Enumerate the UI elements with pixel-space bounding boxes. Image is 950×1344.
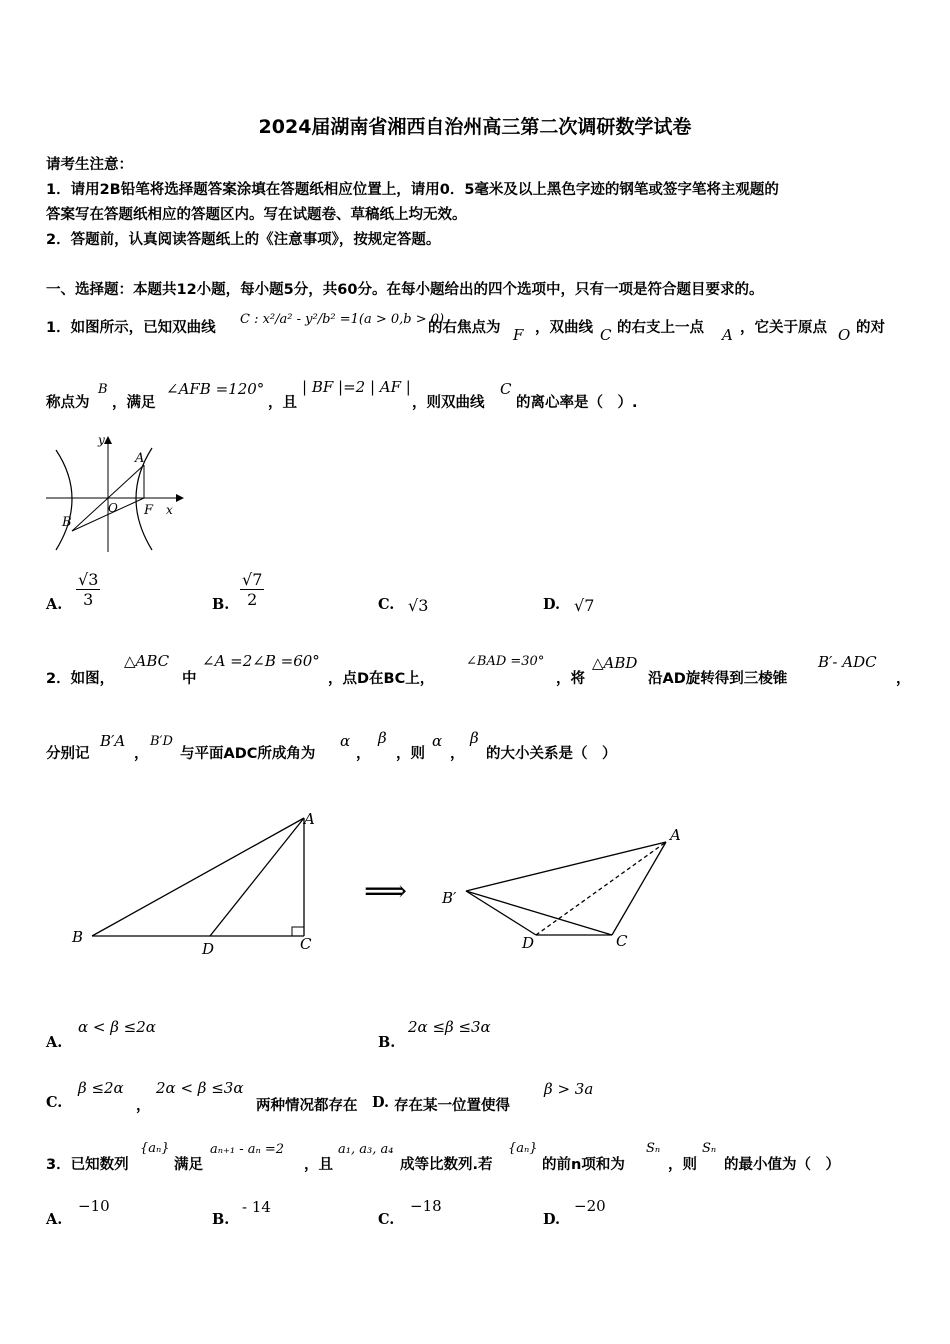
segment-AD-hidden xyxy=(536,842,666,935)
q3-sum-2: Sₙ xyxy=(702,1141,717,1156)
q2-text-1: 2．如图， xyxy=(46,671,115,687)
notice-line-2: 答案写在答题纸相应的答题区内。写在试题卷、草稿纸上均无效。 xyxy=(46,207,467,223)
q1-text-9: ，且 xyxy=(268,395,297,411)
q2-option-d: β > 3a xyxy=(544,1080,594,1098)
q2-triangle-ABD: △ABD xyxy=(592,654,638,672)
q3-option-b: - 14 xyxy=(242,1198,271,1216)
q1-option-b-label: B. xyxy=(212,596,230,613)
q2-option-c-text: 两种情况都存在 xyxy=(256,1098,358,1114)
q3-sequence-2: {aₙ} xyxy=(508,1141,538,1156)
label-x: x xyxy=(166,503,173,517)
q2-line-BD: B′D xyxy=(150,734,173,749)
q1-option-b xyxy=(240,570,264,609)
q2-text-10: ， xyxy=(356,746,371,762)
page-title: 2024届湖南省湘西自治州高三第二次调研数学试卷 xyxy=(258,116,692,138)
q2-beta-2: β xyxy=(470,729,479,747)
q1-text-2: 的右焦点为 xyxy=(428,320,501,336)
segment-B'D xyxy=(466,891,536,935)
q3-option-d: −20 xyxy=(574,1197,606,1215)
notice-heading: 请考生注意： xyxy=(46,157,133,173)
q1-math-F: F xyxy=(513,326,524,344)
q1-option-c: √3 xyxy=(408,596,429,615)
label-D-left: D xyxy=(202,940,215,958)
q3-recurrence: aₙ₊₁ - aₙ =2 xyxy=(210,1142,285,1157)
q3-text-1: 3．已知数列 xyxy=(46,1157,129,1173)
q2-option-c-label: C. xyxy=(46,1094,63,1111)
q2-text-8: ， xyxy=(134,746,149,762)
q1-text-11: 的离心率是（ ）. xyxy=(516,395,638,411)
q2-alpha-2: α xyxy=(432,732,443,750)
label-F: F xyxy=(144,503,154,518)
q1-text-7: 称点为 xyxy=(46,395,90,411)
label-D-right: D xyxy=(522,934,535,952)
segment-AC-right xyxy=(612,842,666,935)
q2-beta: β xyxy=(378,729,387,747)
q2-option-c-1: β ≤2α xyxy=(78,1079,124,1097)
q1-option-b-num: √7 xyxy=(242,570,263,589)
q1-text-6: 的对 xyxy=(856,320,885,336)
q2-text-4: ，将 xyxy=(556,671,585,687)
q2-line-BA: B′A xyxy=(100,732,126,750)
q2-option-a: α < β ≤2α xyxy=(78,1018,156,1036)
q1-option-a-den: 3 xyxy=(83,590,94,609)
segment-B'C xyxy=(466,891,612,935)
label-B-left: B xyxy=(72,928,84,946)
q3-sum: Sₙ xyxy=(646,1141,661,1156)
q3-sequence: {aₙ} xyxy=(140,1141,170,1156)
label-A-right: A xyxy=(670,826,681,844)
label-O: O xyxy=(108,501,118,515)
q2-text-3: ，点D在BC上， xyxy=(328,671,435,687)
q3-text-3: ，且 xyxy=(304,1157,333,1173)
q2-option-a-label: A. xyxy=(46,1034,63,1051)
label-y: y xyxy=(98,433,105,447)
q3-geometric-terms: a₁, a₃, a₄ xyxy=(338,1142,394,1157)
label-C-right: C xyxy=(616,932,628,950)
q3-option-a: −10 xyxy=(78,1197,110,1215)
q1-math-C2: C xyxy=(500,380,512,398)
q1-text-5: ，它关于原点 xyxy=(740,320,827,336)
label-B-prime: B′ xyxy=(442,889,457,907)
q1-hyperbola-equation: C : x²/a² - y²/b² =1(a > 0,b > 0) xyxy=(240,312,445,327)
q2-option-c-2: 2α < β ≤3α xyxy=(156,1079,244,1097)
q1-option-b-den: 2 xyxy=(247,590,258,609)
q1-option-a-num: √3 xyxy=(78,570,99,589)
q2-angle-BAD: ∠BAD =30° xyxy=(466,654,545,669)
q3-text-4: 成等比数列.若 xyxy=(400,1157,493,1173)
q3-text-5: 的前n项和为 xyxy=(542,1157,625,1173)
q1-option-a xyxy=(76,570,100,609)
q2-option-b: 2α ≤β ≤3α xyxy=(408,1018,491,1036)
section-heading: 一、选择题：本题共12小题，每小题5分，共60分。在每小题给出的四个选项中，只有一项是符合题目要求的。 xyxy=(46,282,764,298)
transform-arrow: ⟹ xyxy=(364,874,408,909)
q2-option-d-text: 存在某一位置使得 xyxy=(394,1098,510,1114)
q3-text-6: ，则 xyxy=(668,1157,697,1173)
q2-text-13: 的大小关系是（ ） xyxy=(486,746,617,762)
q3-option-c: −18 xyxy=(410,1197,442,1215)
q1-math-O: O xyxy=(838,326,851,344)
q1-math-B: B xyxy=(98,382,108,397)
q1-math-C: C xyxy=(600,326,612,344)
q1-option-a-label: A. xyxy=(46,596,63,613)
q1-math-A: A xyxy=(722,326,733,344)
segment-AD xyxy=(210,818,304,936)
q2-text-9: 与平面ADC所成角为 xyxy=(180,746,316,762)
q2-triangle-ABC: △ABC xyxy=(124,652,170,670)
label-C-left: C xyxy=(300,935,312,953)
q1-text-1: 1．如图所示，已知双曲线 xyxy=(46,320,216,336)
q2-text-6: ， xyxy=(896,671,911,687)
q2-text-5: 沿AD旋转得到三棱锥 xyxy=(648,671,788,687)
q2-option-d-label: D. xyxy=(372,1094,390,1111)
q2-angle-condition: ∠A =2∠B =60° xyxy=(202,652,320,670)
q2-text-2: 中 xyxy=(182,671,197,687)
q2-pyramid: B′- ADC xyxy=(818,653,877,671)
q2-figure xyxy=(60,800,700,965)
q2-option-b-label: B. xyxy=(378,1034,396,1051)
q1-angle-condition: ∠AFB =120° xyxy=(166,380,265,398)
q1-text-3: ，双曲线 xyxy=(535,320,593,336)
q3-text-7: 的最小值为（ ） xyxy=(724,1157,840,1173)
notice-line-3: 2．答题前，认真阅读答题纸上的《注意事项》，按规定答题。 xyxy=(46,232,441,248)
segment-B'A xyxy=(466,842,666,891)
notice-line-1: 1．请用2B铅笔将选择题答案涂填在答题纸相应位置上，请用0．5毫米及以上黑色字迹的钢笔或签字笔将主观题的 xyxy=(46,182,779,198)
q1-option-c-label: C. xyxy=(378,596,395,613)
q3-option-a-label: A. xyxy=(46,1211,63,1228)
q1-option-d: √7 xyxy=(574,596,595,615)
label-B: B xyxy=(62,515,72,530)
q1-text-4: 的右支上一点 xyxy=(617,320,704,336)
q1-option-d-label: D. xyxy=(543,596,561,613)
q1-length-condition: | BF |=2 | AF | xyxy=(302,378,411,396)
q1-text-10: ，则双曲线 xyxy=(412,395,485,411)
q3-text-2: 满足 xyxy=(174,1157,203,1173)
q2-text-7: 分别记 xyxy=(46,746,90,762)
label-A: A xyxy=(135,451,145,466)
q3-option-d-label: D. xyxy=(543,1211,561,1228)
q1-text-8: ，满足 xyxy=(112,395,156,411)
q2-text-11: ，则 xyxy=(396,746,425,762)
y-axis-arrow xyxy=(104,436,112,444)
q2-alpha: α xyxy=(340,732,351,750)
q2-text-12: ， xyxy=(450,746,465,762)
segment-BA xyxy=(92,818,304,936)
hyperbola-left-branch xyxy=(56,450,72,550)
q2-option-c-sep: ， xyxy=(136,1098,151,1114)
q3-option-c-label: C. xyxy=(378,1211,395,1228)
x-axis-arrow xyxy=(176,494,184,502)
label-A-left: A xyxy=(304,810,315,828)
q1-hyperbola-figure xyxy=(40,428,190,556)
q3-option-b-label: B. xyxy=(212,1211,230,1228)
